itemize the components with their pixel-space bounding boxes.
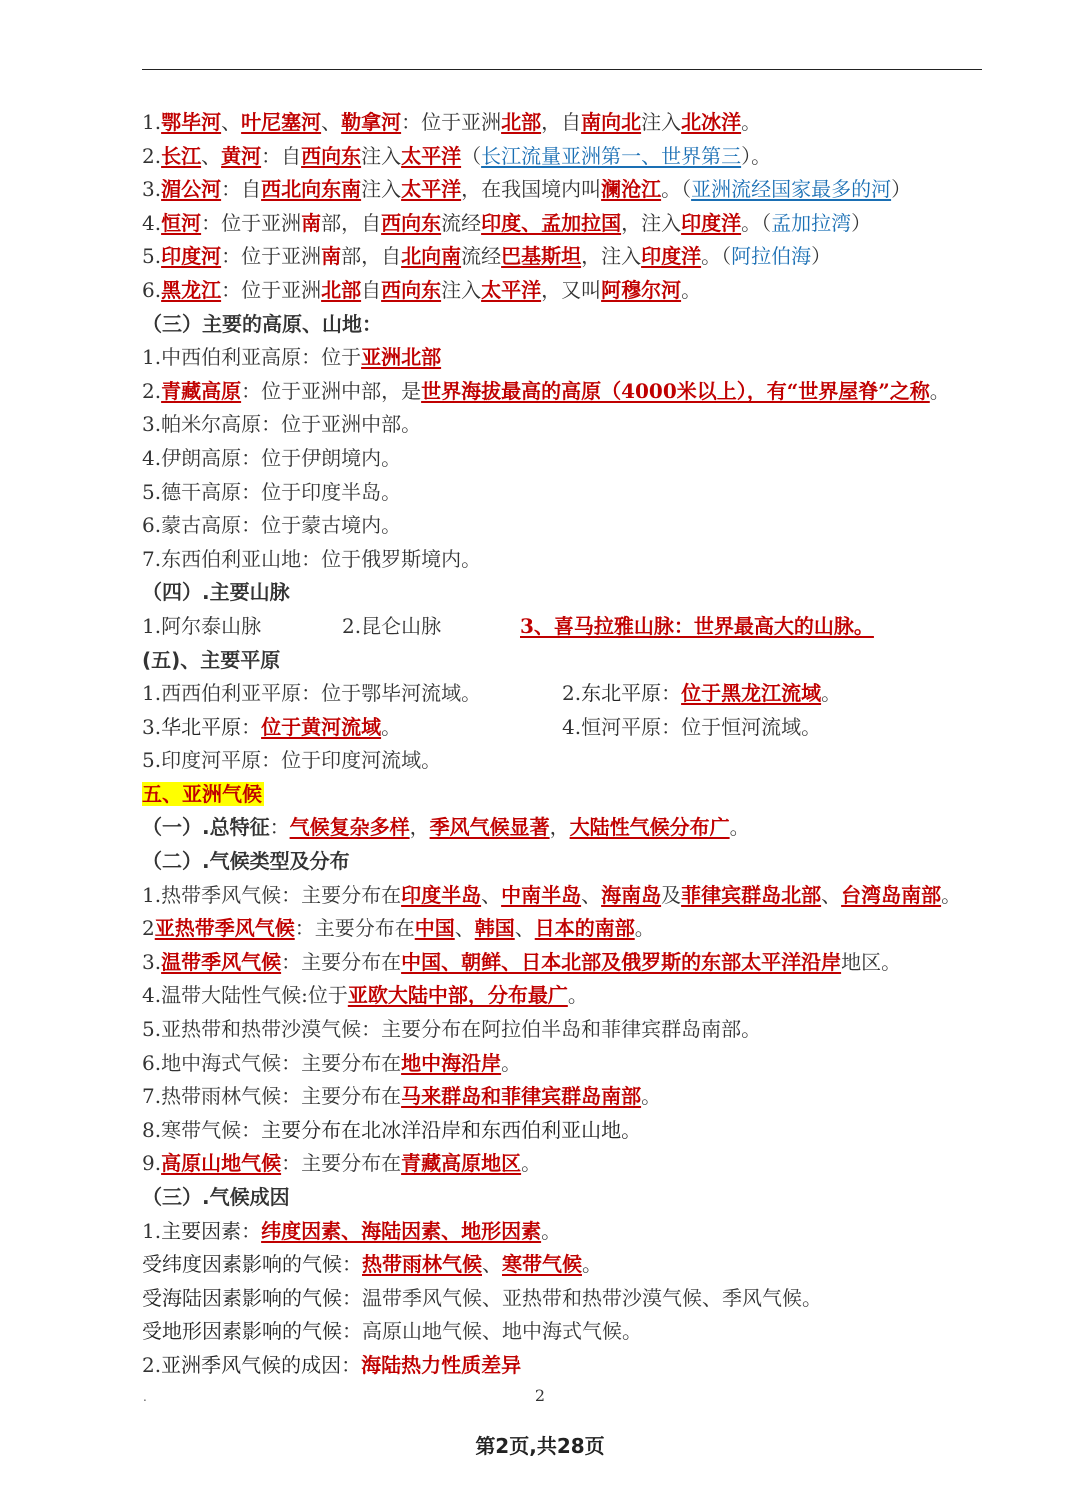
text-segment: 海南岛 xyxy=(601,882,662,907)
text-segment: 7.东西伯利亚山地：位于俄罗斯境内。 xyxy=(142,546,482,571)
text-segment: 4.温带大陆性气候:位于 xyxy=(142,983,348,1008)
text-segment: 9. xyxy=(142,1151,162,1176)
text-segment: 、 xyxy=(454,916,475,941)
text-segment: ， xyxy=(549,815,570,840)
text-line xyxy=(142,1282,1002,1316)
text-segment: 澜沧江 xyxy=(601,177,662,202)
line-column xyxy=(142,815,750,839)
line-column xyxy=(142,681,481,705)
text-segment: ） xyxy=(811,244,832,269)
text-segment: ，自 xyxy=(541,110,582,134)
line-column xyxy=(142,580,290,604)
subsection-heading: （三）.气候成因 xyxy=(142,1185,290,1209)
text-line xyxy=(142,240,1002,274)
text-segment: ：主要分布在 xyxy=(294,916,415,941)
line-column xyxy=(142,278,701,302)
text-segment: 世界海拔最高的高原（4000米以上），有“世界屋脊”之称 xyxy=(421,378,930,403)
line-column xyxy=(142,312,382,336)
line-column xyxy=(142,513,401,537)
text-segment: 亚欧大陆中部，分布最广 xyxy=(347,983,568,1008)
line-column xyxy=(142,1353,521,1377)
text-segment: 西向东 xyxy=(301,143,362,168)
line-column xyxy=(142,1219,561,1243)
text-segment: 主要分布在北冰洋沿岸和东西伯利亚山地。 xyxy=(261,1117,642,1142)
text-segment: 。 xyxy=(501,1050,522,1075)
line-column xyxy=(520,610,874,644)
text-line xyxy=(142,1047,1002,1081)
text-segment: ，注入 xyxy=(621,210,682,235)
text-segment: 。（ xyxy=(741,210,772,235)
text-segment: 。 xyxy=(941,882,962,907)
text-segment: 位于黑龙江流域 xyxy=(681,681,822,706)
text-segment: 、 xyxy=(581,882,602,907)
text-line xyxy=(142,811,1002,845)
text-segment: 北部 xyxy=(501,110,542,134)
text-segment: ： xyxy=(342,1252,362,1277)
line-column xyxy=(142,849,350,873)
line-column xyxy=(142,748,441,772)
text-segment: 4.恒河平原：位于恒河流域。 xyxy=(562,714,822,739)
text-segment: 地区。 xyxy=(841,949,902,974)
line-column xyxy=(142,1286,822,1310)
text-line xyxy=(142,677,1002,711)
text-segment: ） xyxy=(851,210,872,235)
page-number: 2 xyxy=(534,1386,546,1405)
line-column xyxy=(142,1118,641,1142)
text-line xyxy=(142,341,1002,375)
text-segment: 华北平原 xyxy=(161,714,242,739)
text-segment: 西向东 xyxy=(381,210,442,235)
text-segment: 、 xyxy=(201,143,222,168)
text-segment: 印度洋 xyxy=(641,244,702,269)
line-column xyxy=(142,648,280,672)
line-column xyxy=(142,144,771,168)
text-segment: 勒拿河 xyxy=(341,110,402,134)
text-segment: 台湾岛南部 xyxy=(841,882,942,907)
text-segment: 、 xyxy=(481,882,502,907)
text-segment: 恒河 xyxy=(161,210,202,235)
text-segment: 4.伊朗高原：位于伊朗境内。 xyxy=(142,445,402,470)
text-segment: 大陆性气候分布广 xyxy=(569,815,730,840)
text-segment: 受海陆因素影响的气候 xyxy=(142,1285,342,1310)
text-segment: ：位于亚洲中部，是 xyxy=(241,378,422,403)
text-segment: 东北平原 xyxy=(581,681,662,706)
text-segment: 太平洋 xyxy=(401,143,462,168)
text-segment: 、 xyxy=(321,110,342,134)
text-segment: 印度河 xyxy=(161,244,222,269)
line-column xyxy=(142,345,441,369)
text-segment: 主要因素 xyxy=(161,1218,242,1243)
text-segment: 。 xyxy=(567,983,588,1008)
text-segment: 、 xyxy=(221,110,242,134)
line-column xyxy=(142,211,871,235)
text-segment: 。 xyxy=(541,1218,562,1243)
text-segment: 2. xyxy=(562,681,582,706)
subsection-heading: （二）.气候类型及分布 xyxy=(142,849,350,874)
text-segment: 印度、孟加拉国 xyxy=(481,210,622,235)
text-line xyxy=(142,1315,1002,1349)
text-segment: 湄公河 xyxy=(161,177,222,202)
text-segment: 西向东 xyxy=(381,277,442,302)
text-segment: ：主要分布在 xyxy=(281,1151,402,1176)
section-heading: 五、亚洲气候 xyxy=(142,781,262,806)
text-segment: 3. xyxy=(142,949,162,974)
text-segment: 2. xyxy=(142,1352,162,1377)
text-line xyxy=(142,207,1002,241)
text-segment: 。 xyxy=(821,681,842,706)
line-column xyxy=(562,677,841,711)
text-segment: 阿拉伯海 xyxy=(731,244,812,269)
text-line xyxy=(142,979,1002,1013)
text-segment: 1.阿尔泰山脉 xyxy=(142,613,262,638)
subsection-heading: (五)、主要平原 xyxy=(142,647,281,672)
text-segment: 鄂毕河 xyxy=(161,110,222,134)
text-segment: 注入 xyxy=(441,277,482,302)
text-segment: 位于黄河流域 xyxy=(261,714,382,739)
text-line xyxy=(142,1215,1002,1249)
text-segment: 8.寒带气候： xyxy=(142,1117,262,1142)
text-segment: 、 xyxy=(821,882,842,907)
text-segment: 季风气候显著 xyxy=(429,815,550,840)
text-segment: 亚洲季风气候的成因 xyxy=(161,1352,342,1377)
line-column xyxy=(562,711,821,745)
text-segment: 自 xyxy=(361,277,382,302)
text-line xyxy=(142,1248,1002,1282)
text-line xyxy=(142,1080,1002,1114)
text-segment: 印度洋 xyxy=(681,210,742,235)
text-line xyxy=(142,308,1002,342)
text-line xyxy=(142,375,1002,409)
header-rule xyxy=(142,69,982,70)
line-column xyxy=(142,614,261,638)
text-segment: 注入 xyxy=(641,110,682,134)
text-segment: 6.地中海式气候：主要分布在 xyxy=(142,1050,402,1075)
text-segment: 亚洲北部 xyxy=(361,345,442,370)
text-segment: 3、喜马拉雅山脉：世界最高大的山脉。 xyxy=(520,613,874,638)
text-segment: 黑龙江 xyxy=(161,277,222,302)
text-line xyxy=(142,946,1002,980)
line-column xyxy=(142,1319,642,1343)
text-line xyxy=(142,912,1002,946)
text-segment: 。 xyxy=(729,815,750,840)
text-segment: ）。 xyxy=(741,143,772,168)
text-segment: （ xyxy=(461,143,482,168)
text-line xyxy=(142,442,1002,476)
text-segment: 温带季风气候 xyxy=(161,949,282,974)
line-column xyxy=(142,1252,602,1276)
text-line xyxy=(142,845,1002,879)
text-segment: ：温带季风气候、亚热带和热带沙漠气候、季风气候。 xyxy=(342,1285,822,1310)
text-segment: ： xyxy=(269,815,290,840)
line-column xyxy=(142,110,761,134)
line-column xyxy=(142,1185,290,1209)
text-line xyxy=(142,274,1002,308)
text-segment: 2.昆仑山脉 xyxy=(342,613,442,638)
text-line xyxy=(142,543,1002,577)
text-segment: 注入 xyxy=(361,143,402,168)
text-segment: 受纬度因素影响的气候 xyxy=(142,1252,342,1277)
text-line xyxy=(142,610,1002,644)
line-column xyxy=(342,610,441,644)
text-segment: 。 xyxy=(929,378,950,403)
text-line xyxy=(142,711,1002,745)
text-segment: 南向北 xyxy=(581,110,642,134)
text-segment: ：自 xyxy=(221,177,262,202)
text-line xyxy=(142,140,1002,174)
text-line xyxy=(142,644,1002,678)
text-line xyxy=(142,476,1002,510)
page-dot: . xyxy=(143,1390,147,1404)
text-segment: 。（ xyxy=(661,177,692,202)
text-segment: 1.中西伯利亚高原：位于 xyxy=(142,345,362,370)
line-column xyxy=(142,446,401,470)
text-segment: ：主要分布在 xyxy=(281,949,402,974)
text-segment: ： xyxy=(241,714,262,739)
text-line xyxy=(142,576,1002,610)
text-segment: 亚热带季风气候 xyxy=(154,916,295,941)
document-body xyxy=(142,106,1002,1383)
text-segment: 北冰洋 xyxy=(681,110,742,134)
text-segment: 1.西西伯利亚平原：位于鄂毕河流域。 xyxy=(142,681,482,706)
text-segment: 。 xyxy=(741,110,762,134)
text-segment: 北向南 xyxy=(401,244,462,269)
text-segment: 北部 xyxy=(321,277,362,302)
text-segment: ，又叫 xyxy=(541,277,602,302)
text-segment: 地中海沿岸 xyxy=(401,1050,502,1075)
text-segment: 1. xyxy=(142,1218,162,1243)
text-segment: 青藏高原地区 xyxy=(401,1151,522,1176)
text-segment: 5. xyxy=(142,244,162,269)
text-segment: 黄河 xyxy=(221,143,262,168)
line-column xyxy=(142,782,264,806)
text-segment: 。 xyxy=(641,1084,662,1109)
text-line xyxy=(142,1147,1002,1181)
text-line xyxy=(142,1349,1002,1383)
text-segment: 纬度因素、海陆因素、地形因素 xyxy=(261,1218,542,1243)
text-segment: 2 xyxy=(142,916,155,941)
text-segment: 3. xyxy=(142,714,162,739)
text-segment: 7.热带雨林气候：主要分布在 xyxy=(142,1084,402,1109)
text-segment: 3.帕米尔高原：位于亚洲中部。 xyxy=(142,412,422,437)
text-line xyxy=(142,1181,1002,1215)
text-segment: ： xyxy=(241,1218,262,1243)
text-line xyxy=(142,1114,1002,1148)
text-line xyxy=(142,744,1002,778)
text-segment: ：自 xyxy=(261,143,302,168)
line-column xyxy=(142,916,655,940)
text-line xyxy=(142,408,1002,442)
line-column xyxy=(142,950,901,974)
text-segment: 巴基斯坦 xyxy=(501,244,582,269)
line-column xyxy=(142,547,481,571)
text-segment: ：位于亚洲 xyxy=(221,244,322,269)
text-segment: 。 xyxy=(582,1252,602,1277)
text-segment: 5.德干高原：位于印度半岛。 xyxy=(142,479,402,504)
text-segment: 部，自 xyxy=(341,244,402,269)
text-segment: 、 xyxy=(482,1252,502,1277)
line-column xyxy=(142,412,421,436)
line-column xyxy=(142,1084,661,1108)
text-segment: 印度半岛 xyxy=(401,882,482,907)
text-segment: 流经 xyxy=(441,210,482,235)
text-segment: 太平洋 xyxy=(481,277,542,302)
text-line xyxy=(142,778,1002,812)
text-segment: 。 xyxy=(381,714,402,739)
text-segment: 1.热带季风气候：主要分布在 xyxy=(142,882,402,907)
text-segment: ：位于亚洲 xyxy=(201,210,302,235)
text-segment: 。 xyxy=(681,277,702,302)
text-segment: 。 xyxy=(521,1151,542,1176)
line-column xyxy=(142,883,961,907)
text-segment: ：高原山地气候、地中海式气候。 xyxy=(342,1319,642,1344)
line-column xyxy=(142,1151,541,1175)
text-line xyxy=(142,1013,1002,1047)
text-segment: 1. xyxy=(142,110,162,134)
line-column xyxy=(142,177,911,201)
text-segment: 5.印度河平原：位于印度河流域。 xyxy=(142,748,442,773)
text-segment: ： xyxy=(661,681,682,706)
text-segment: 孟加拉湾 xyxy=(771,210,852,235)
text-segment: 南 xyxy=(301,210,322,235)
text-segment: ： xyxy=(341,1352,362,1377)
text-segment: 长江 xyxy=(161,143,202,168)
text-segment: 受地形因素影响的气候 xyxy=(142,1319,342,1344)
text-segment: ，在我国境内叫 xyxy=(461,177,602,202)
text-segment: 中国、朝鲜、日本北部及俄罗斯的东部太平洋沿岸 xyxy=(401,949,842,974)
text-segment: 3. xyxy=(142,177,162,202)
text-segment: 及 xyxy=(661,882,682,907)
line-column xyxy=(142,983,588,1007)
text-segment: 4. xyxy=(142,210,162,235)
line-column xyxy=(142,1051,521,1075)
text-segment: 5.亚热带和热带沙漠气候：主要分布在阿拉伯半岛和菲律宾群岛南部。 xyxy=(142,1017,762,1042)
subsection-heading: （一）.总特征 xyxy=(142,815,270,840)
text-segment: 6.蒙古高原：位于蒙古境内。 xyxy=(142,513,402,538)
text-segment: 中南半岛 xyxy=(501,882,582,907)
text-segment: 注入 xyxy=(361,177,402,202)
text-segment: 中国 xyxy=(414,916,455,941)
text-segment: 韩国 xyxy=(474,916,515,941)
text-segment: ：位于亚洲 xyxy=(401,110,502,134)
text-segment: 马来群岛和菲律宾群岛南部 xyxy=(401,1084,642,1109)
text-segment: 太平洋 xyxy=(401,177,462,202)
text-segment: 。 xyxy=(634,916,655,941)
text-segment: 南 xyxy=(321,244,342,269)
text-line xyxy=(142,173,1002,207)
text-segment: 2. xyxy=(142,378,162,403)
text-segment: 日本的南部 xyxy=(534,916,635,941)
text-segment: 青藏高原 xyxy=(161,378,242,403)
line-column xyxy=(142,715,401,739)
text-segment: 亚洲流经国家最多的河 xyxy=(691,177,892,202)
subsection-heading: （四）.主要山脉 xyxy=(142,580,290,605)
text-segment: 、 xyxy=(514,916,535,941)
line-column xyxy=(142,1017,761,1041)
text-segment: ， xyxy=(409,815,430,840)
text-segment: 菲律宾群岛北部 xyxy=(681,882,822,907)
text-segment: 长江流量亚洲第一、世界第三 xyxy=(481,143,742,168)
text-segment: ） xyxy=(891,177,912,202)
text-segment: 高原山地气候 xyxy=(161,1151,282,1176)
text-segment: 6. xyxy=(142,277,162,302)
text-segment: ：位于亚洲 xyxy=(221,277,322,302)
text-segment: 热带雨林气候 xyxy=(362,1252,482,1277)
line-column xyxy=(142,379,950,403)
page-footer: 第2页,共28页 xyxy=(475,1434,605,1458)
text-segment: ，注入 xyxy=(581,244,642,269)
text-segment: 2. xyxy=(142,143,162,168)
text-line xyxy=(142,106,1002,140)
text-segment: 流经 xyxy=(461,244,502,269)
text-segment: 气候复杂多样 xyxy=(289,815,410,840)
text-segment: 叶尼塞河 xyxy=(241,110,322,134)
text-segment: 。（ xyxy=(701,244,732,269)
text-segment: 部，自 xyxy=(321,210,382,235)
line-column xyxy=(142,480,401,504)
text-line xyxy=(142,879,1002,913)
text-segment: 西北向东南 xyxy=(261,177,362,202)
text-segment: 寒带气候 xyxy=(502,1252,582,1277)
line-column xyxy=(142,244,831,268)
text-segment: 海陆热力性质差异 xyxy=(361,1352,522,1377)
text-line xyxy=(142,509,1002,543)
text-segment: 阿穆尔河 xyxy=(601,277,682,302)
subsection-heading: （三）主要的高原、山地： xyxy=(142,311,382,336)
